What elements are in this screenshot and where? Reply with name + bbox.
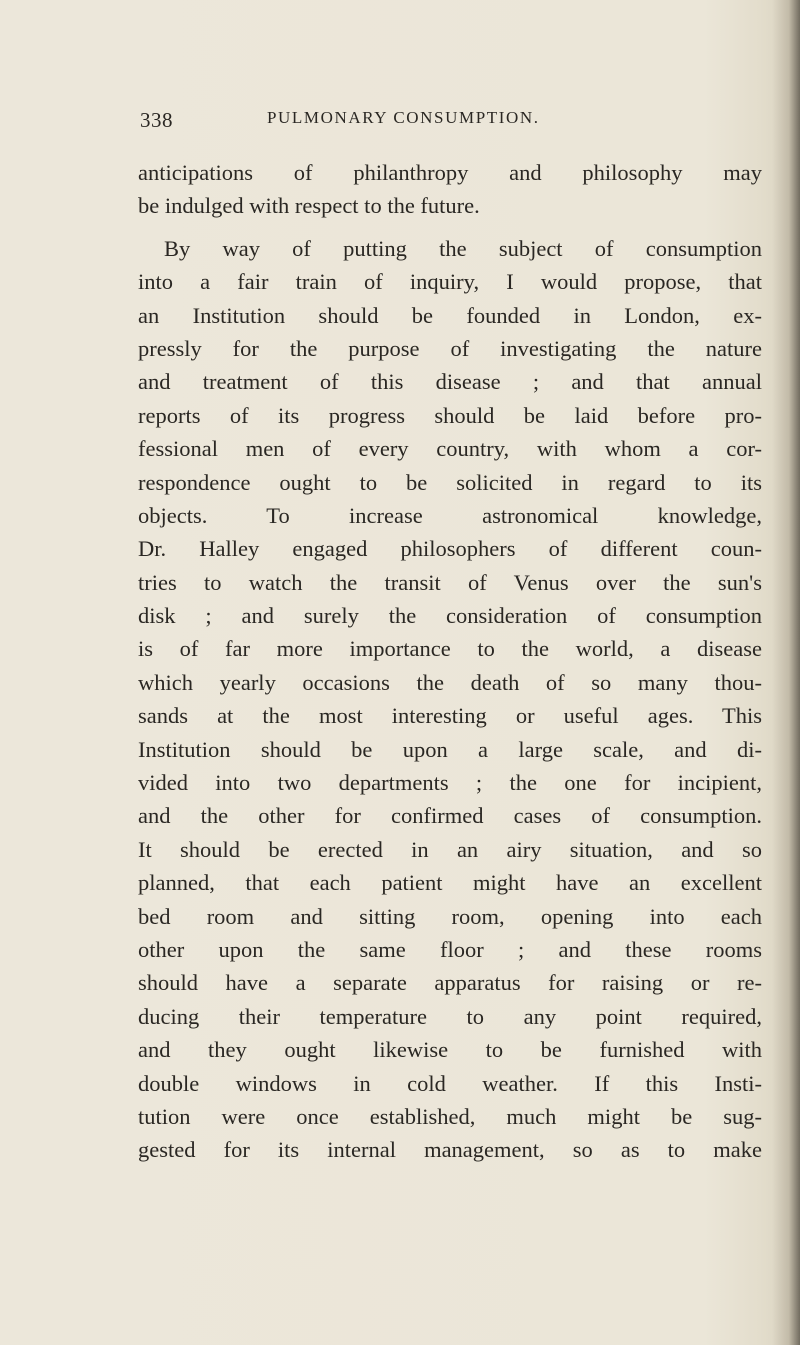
page-header [140,108,760,140]
paragraph-1 [138,156,762,223]
body-text [138,156,762,1167]
text-line: planned, that each patient might have an excellent [138,870,762,896]
running-head: PULMONARY CONSUMPTION. [267,108,540,127]
text-line: tries to watch the transit of Venus over the sun's [138,569,762,595]
text-line: gested for its internal management, so as to make [138,1137,762,1163]
text-line: disk ; and surely the consideration of consumption [138,603,762,629]
text-line: and they ought likewise to be furnished with [138,1037,762,1063]
text-line: into a fair train of inquiry, I would propose, that [138,269,762,295]
text-line: By way of putting the subject of consumption [164,235,762,261]
text-line: should have a separate apparatus for raising or re- [138,970,762,996]
text-line: sands at the most interesting or useful ages. This [138,703,762,729]
text-line: is of far more importance to the world, a disease [138,636,762,662]
text-line: be indulged with respect to the future. [138,193,480,219]
text-line: anticipations of philanthropy and philosophy may [138,160,762,185]
text-line: objects. To increase astronomical knowledge, [138,502,762,528]
text-line: tution were once established, much might be sug- [138,1103,762,1129]
text-line: and the other for confirmed cases of consumption. [138,803,762,829]
text-line: reports of its progress should be laid before pro- [138,402,762,428]
text-line: other upon the same floor ; and these rooms [138,936,762,962]
text-line: Dr. Halley engaged philosophers of different coun- [138,536,762,562]
text-line: ducing their temperature to any point required, [138,1003,762,1029]
page-number: 338 [140,108,173,132]
text-line: double windows in cold weather. If this Insti- [138,1070,762,1096]
text-line: and treatment of this disease ; and that annual [138,369,762,395]
text-line: respondence ought to be solicited in regard to its [138,469,762,495]
text-line: fessional men of every country, with whom a cor- [138,436,762,462]
text-line: bed room and sitting room, opening into each [138,903,762,929]
text-line: vided into two departments ; the one for incipient, [138,770,762,796]
paragraph-2 [138,232,762,1167]
text-line: which yearly occasions the death of so many thou- [138,669,762,695]
text-line: Institution should be upon a large scale, and di- [138,736,762,762]
page-edge-shadow [772,0,800,1345]
text-line: an Institution should be founded in London, ex- [138,302,762,328]
text-line: pressly for the purpose of investigating the nature [138,335,762,361]
text-line: It should be erected in an airy situation, and so [138,836,762,862]
